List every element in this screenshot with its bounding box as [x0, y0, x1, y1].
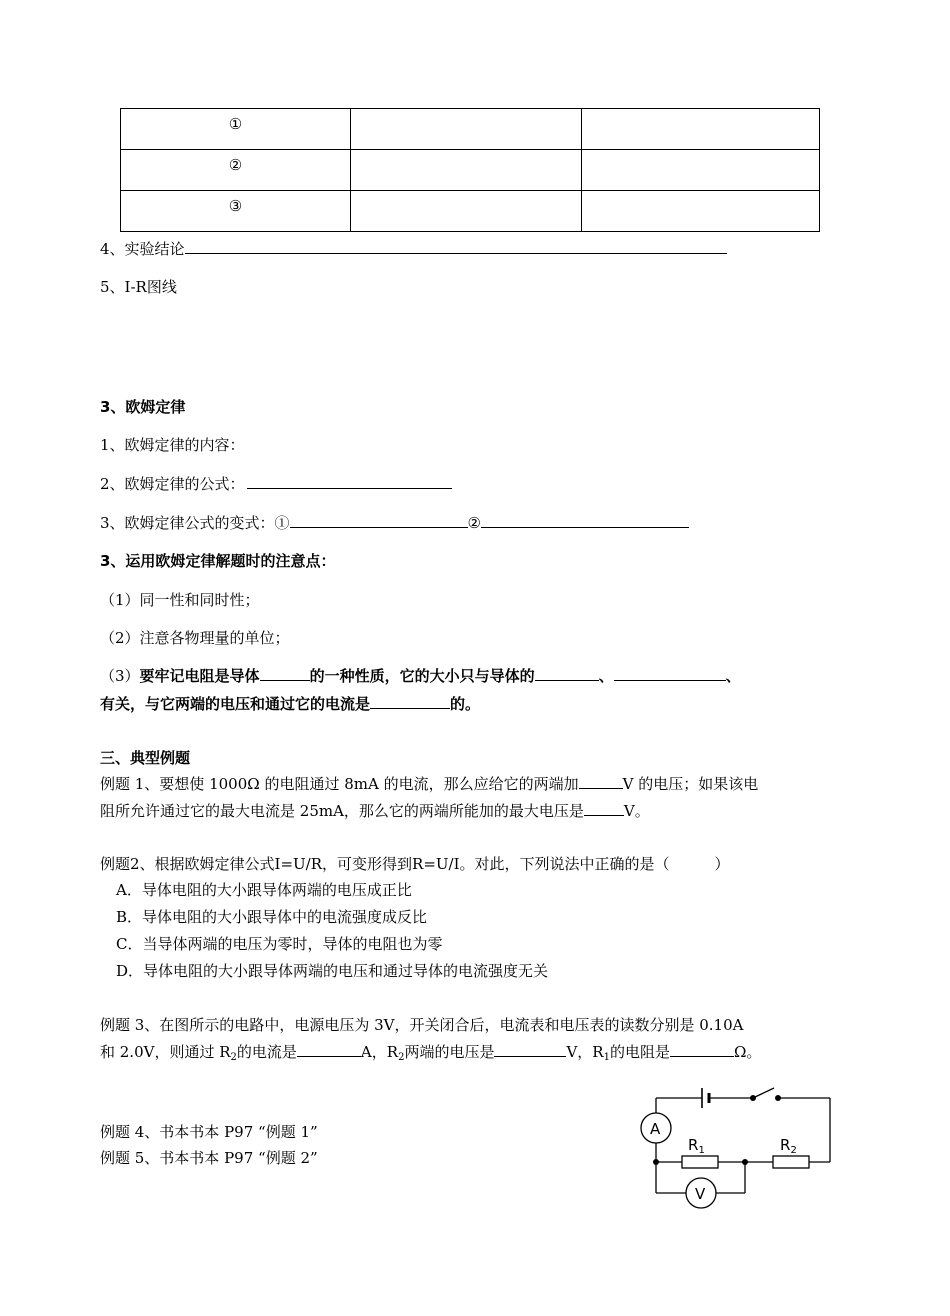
examples-heading: 三、典型例题 [100, 749, 191, 767]
conclusion-blank[interactable] [185, 239, 727, 254]
note-2: （2）注意各物理量的单位； [100, 629, 290, 647]
ammeter-label: A [650, 1120, 661, 1138]
junction-right [742, 1159, 748, 1165]
table-cell [582, 109, 820, 150]
ex2-option-b: B．导体电阻的大小跟导体中的电流强度成反比 [116, 908, 428, 926]
ex1-line2: 阻所允许通过它的最大电流是 25mA，那么它的两端所能加的最大电压是 V。 [100, 802, 650, 820]
ir-graph-line: 5、I-R图线 [100, 278, 177, 296]
ex4-line: 例题 4、书本书本 P97 “例题 1” [100, 1123, 318, 1141]
variant2-blank[interactable] [481, 513, 689, 528]
ex2-stem: 例题2、根据欧姆定律公式I=U/R，可变形得到R=U/I。对此，下列说法中正确的是（ ） [100, 855, 730, 873]
junction-left [653, 1159, 659, 1165]
table-cell [351, 109, 582, 150]
note3-blank-4[interactable] [370, 694, 450, 709]
ex2-option-d: D．导体电阻的大小跟导体两端的电压和通过导体的电流强度无关 [116, 962, 549, 980]
ex1-blank-2[interactable] [584, 801, 624, 816]
ex3-line1: 例题 3、在图所示的电路中，电源电压为 3V，开关闭合后，电流表和电压表的读数分别是 0.10A [100, 1016, 744, 1034]
note-3-line1: （3）要牢记电阻是导体 的一种性质，它的大小只与导体的 、 、 [100, 667, 741, 685]
note-1: （1）同一性和同时性； [100, 591, 260, 609]
table-row [121, 109, 820, 150]
table-cell [582, 150, 820, 191]
note3-blank-3[interactable] [614, 666, 726, 681]
ex3-blank-2[interactable] [494, 1042, 566, 1057]
ex1-line1: 例题 1、要想使 1000Ω 的电阻通过 8mA 的电流，那么应给它的两端加 V 的电压；如果该电 [100, 775, 759, 793]
note3-blank-2[interactable] [535, 666, 599, 681]
switch-contact-right [775, 1095, 781, 1101]
switch-blade [753, 1088, 774, 1098]
resistor-r2 [773, 1156, 809, 1168]
ohm-heading: 3、欧姆定律 [100, 398, 186, 416]
ohm-variants-line: 3、欧姆定律公式的变式：① ② [100, 512, 689, 533]
ex3-blank-1[interactable] [297, 1042, 361, 1057]
ex3-line2: 和 2.0V，则通过 $R_2$的电流是 A，$R_2$两端的电压是 V，$R_1$的电阻是 Ω。 [100, 1043, 762, 1063]
ex2-option-a: A．导体电阻的大小跟导体两端的电压成正比 [116, 881, 412, 899]
conclusion-line: 4、实验结论 [100, 238, 727, 259]
ex2-option-c: C．当导体两端的电压为零时，导体的电阻也为零 [116, 935, 443, 953]
ex5-line: 例题 5、书本书本 P97 “例题 2” [100, 1149, 318, 1167]
note-3-line2: 有关，与它两端的电压和通过它的电流是 的。 [100, 695, 481, 713]
r1-label: $R_1$ [688, 1136, 705, 1156]
voltmeter-label: V [695, 1185, 706, 1203]
variant1-blank[interactable] [290, 513, 468, 528]
ohm-formula-line: 2、欧姆定律的公式： [100, 473, 452, 494]
table-cell [351, 150, 582, 191]
resistor-r1 [682, 1156, 718, 1168]
circuit-diagram [630, 1080, 840, 1220]
table-cell-num: ② [121, 150, 351, 191]
table-cell [351, 191, 582, 232]
r2-label: $R_2$ [780, 1136, 797, 1156]
switch-contact-left [750, 1095, 756, 1101]
formula-blank[interactable] [247, 474, 452, 489]
table-row [121, 150, 820, 191]
note3-blank-1[interactable] [260, 666, 310, 681]
table-row [121, 191, 820, 232]
table-cell-num: ③ [121, 191, 351, 232]
data-table [120, 108, 820, 232]
table-cell-num: ① [121, 109, 351, 150]
notes-heading: 3、运用欧姆定律解题时的注意点： [100, 552, 336, 570]
ohm-content: 1、欧姆定律的内容： [100, 436, 245, 454]
ex3-blank-3[interactable] [670, 1042, 734, 1057]
table-cell [582, 191, 820, 232]
ex1-blank-1[interactable] [579, 774, 623, 789]
